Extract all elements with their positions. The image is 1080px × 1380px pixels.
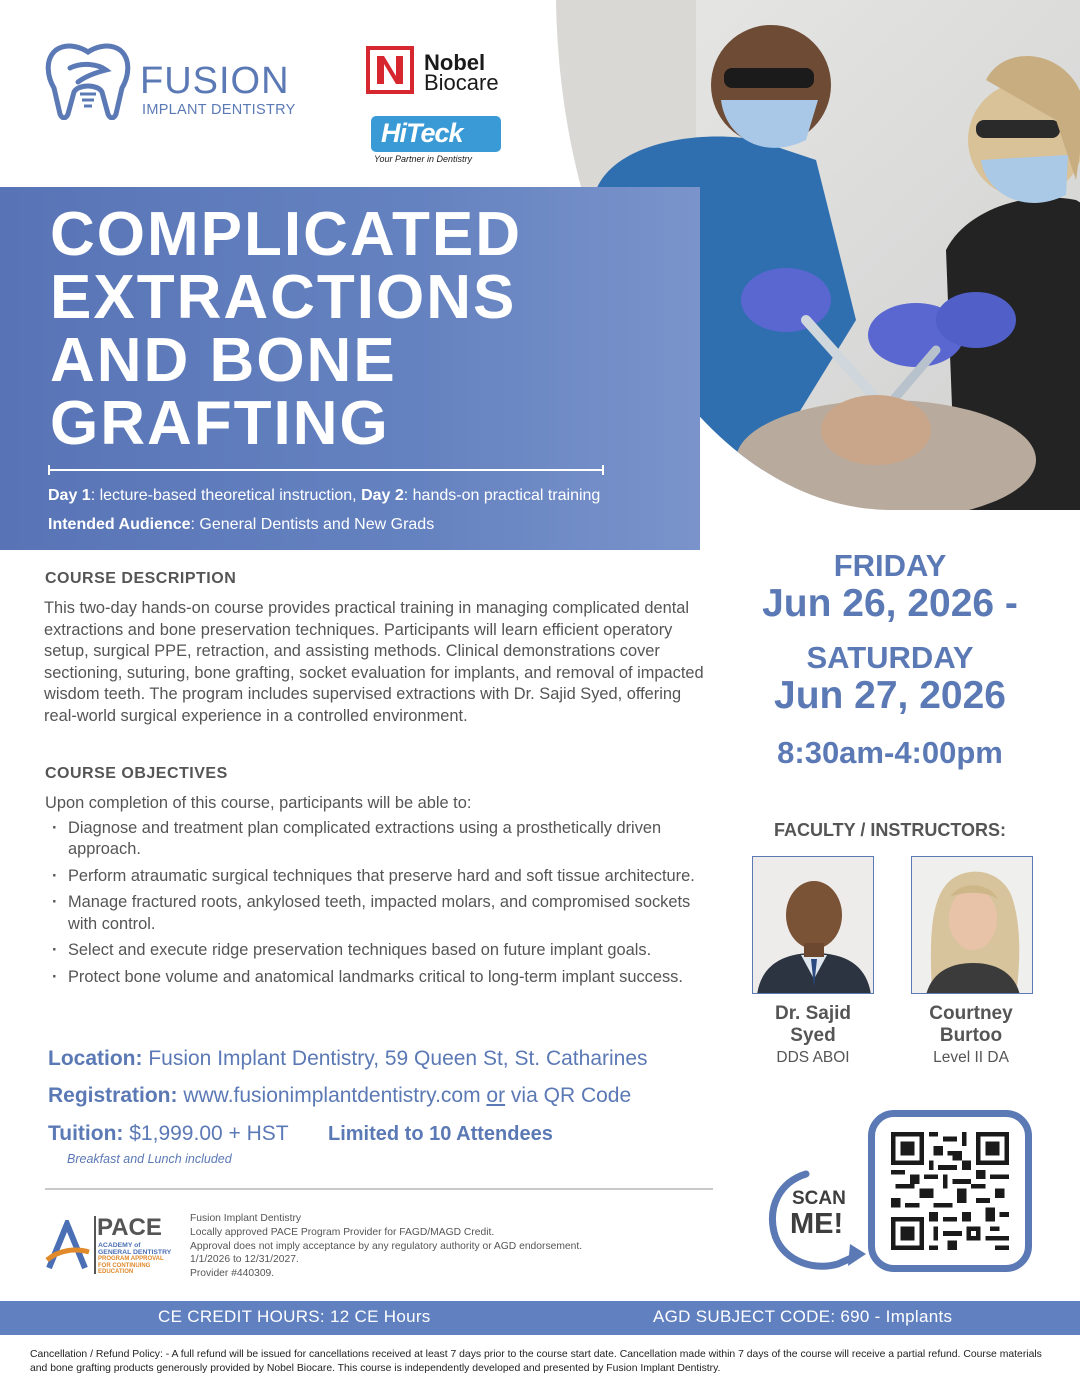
fusion-logo	[40, 40, 330, 125]
description-heading: COURSE DESCRIPTION	[45, 570, 237, 587]
course-title-line: EXTRACTIONS	[50, 263, 517, 332]
course-title-line: AND BONE	[50, 326, 397, 395]
pace-program-line: EDUCATION	[98, 1269, 134, 1275]
meals-note: Breakfast and Lunch included	[67, 1152, 232, 1166]
objective-item: · Select and execute ridge preservation techniques based on future implant goals.	[50, 940, 720, 961]
course-days	[48, 487, 600, 505]
location-line	[48, 1047, 648, 1071]
nobel-biocare-logo	[366, 46, 526, 96]
tooth-logo-icon	[42, 42, 134, 120]
end-date: Jun 27, 2026	[774, 674, 1006, 717]
hero-divider	[48, 469, 604, 471]
faculty-photo-syed	[752, 856, 874, 994]
fusion-logo-name: FUSION	[140, 60, 290, 102]
registration-qr: via QR Code	[505, 1084, 632, 1107]
course-description: This two-day hands-on course provides practical training in managing complicated dental extractions and bone preservation techniques. Participants will learn efficient operatory setup, surgical PPE, retraction, and assisting methods. Clinical demonstrations cover sectioning, suturing, bone grafting, socket evaluation for implants, and removal of impacted wisdom teeth. The program includes supervised extractions with Dr. Sajid Syed, offering real-world surgical experience in a controlled environment.	[44, 599, 704, 725]
faculty-credentials-burtoo: Level II DA	[933, 1049, 1009, 1066]
pace-academy	[98, 1242, 171, 1256]
nobel-logo-line1: Nobel	[424, 50, 486, 75]
pace-program-line: FOR CONTINUING	[98, 1262, 151, 1269]
faculty-name-line: Dr. Sajid	[774, 1003, 852, 1024]
pace-academy-line: GENERAL DENTISTRY	[98, 1249, 172, 1256]
pace-text-line: Fusion Implant Dentistry	[190, 1213, 302, 1224]
attendee-limit: Limited to 10 Attendees	[328, 1123, 553, 1145]
hiteck-tagline: Your Partner in Dentistry	[374, 154, 473, 164]
nobel-logo-line2: Biocare	[424, 70, 499, 95]
objective-item: · Perform atraumatic surgical techniques that preserve hard and soft tissue architecture.	[50, 866, 720, 887]
day1-label: Day 1	[48, 487, 91, 504]
pace-a-icon	[45, 1220, 91, 1270]
refund-policy: Cancellation / Refund Policy: - A full refund will be issued for cancellations received at least 7 days prior to the course start date. Cancellation made within 7 days of the course will receive a partial refund. Course materials and bone grafting products generously provided by Nobel Biocare. This course is independently developed and presented by Fusion Implant Dentistry.	[30, 1349, 1042, 1374]
avatar	[753, 857, 874, 994]
tuition-value: $1,999.00 + HST	[123, 1122, 289, 1145]
pace-program	[98, 1256, 164, 1276]
ce-credit-bar	[0, 1301, 1080, 1335]
pace-divider	[94, 1216, 96, 1274]
faculty-name-burtoo	[896, 1003, 1046, 1047]
audience-text: : General Dentists and New Grads	[190, 516, 435, 533]
objectives-list	[50, 818, 720, 994]
agd-subject-code: AGD SUBJECT CODE: 690 - Implants	[653, 1307, 953, 1326]
hiteck-logo	[371, 116, 501, 168]
scan-text: SCAN	[792, 1188, 846, 1209]
nobel-n-icon	[366, 46, 414, 94]
pace-logo	[45, 1214, 175, 1280]
course-title-line: COMPLICATED	[50, 200, 523, 269]
day2-label: Day 2	[361, 487, 404, 504]
hiteck-badge	[371, 116, 501, 152]
avatar	[912, 857, 1033, 994]
day2-text: : hands-on practical training	[403, 487, 601, 504]
objective-item: · Protect bone volume and anatomical landmarks critical to long-term implant success.	[50, 967, 720, 988]
tuition-line	[48, 1122, 289, 1146]
faculty-name-line: Courtney	[929, 1003, 1013, 1024]
faculty-name-line: Burtoo	[939, 1025, 1003, 1046]
objective-item: · Manage fractured roots, ankylosed teeth, impacted molars, and compromised sockets with control.	[50, 892, 720, 935]
pace-text-line: Provider #440309.	[190, 1268, 275, 1280]
fusion-logo-subtitle: IMPLANT DENTISTRY	[142, 102, 296, 118]
faculty-credentials-syed: DDS ABOI	[776, 1049, 850, 1066]
tuition-label: Tuition:	[48, 1122, 124, 1145]
faculty-name-line: Syed	[790, 1025, 836, 1046]
objective-item: · Diagnose and treatment plan complicated extractions using a prosthetically driven approach.	[50, 818, 720, 861]
faculty-title: FACULTY / INSTRUCTORS:	[773, 820, 1006, 840]
qr-code[interactable]	[868, 1110, 1032, 1272]
section-divider	[45, 1188, 713, 1190]
course-title-line: GRAFTING	[50, 389, 390, 458]
registration-url[interactable]: www.fusionimplantdentistry.com	[177, 1084, 487, 1107]
intended-audience	[48, 516, 434, 534]
registration-line	[48, 1084, 631, 1108]
ce-credit-hours: CE CREDIT HOURS: 12 CE Hours	[158, 1307, 431, 1326]
pace-word: PACE	[97, 1214, 162, 1241]
registration-label: Registration:	[48, 1084, 178, 1107]
pace-text-line: Locally approved PACE Program Provider for FAGD/MAGD Credit.	[190, 1226, 495, 1238]
start-date: Jun 26, 2026 -	[762, 582, 1018, 625]
end-day: SATURDAY	[806, 640, 974, 675]
location-label: Location:	[48, 1047, 143, 1070]
pace-text-line: Approval does not imply acceptance by any regulatory authority or AGD endorsement.	[190, 1240, 583, 1252]
course-title	[50, 200, 523, 458]
objectives-heading: COURSE OBJECTIVES	[45, 765, 228, 782]
hero-banner	[0, 187, 700, 550]
location-value: Fusion Implant Dentistry, 59 Queen St, St. Catharines	[142, 1047, 648, 1070]
scan-me-label	[766, 1166, 870, 1276]
me-text: ME!	[790, 1208, 844, 1240]
pace-text-line: 1/1/2026 to 12/31/2027.	[190, 1254, 299, 1266]
pace-program-line: PROGRAM APPROVAL	[98, 1256, 164, 1262]
hiteck-logo-name: HiTeck	[381, 118, 463, 148]
pace-approval-text	[190, 1212, 650, 1281]
pace-academy-line: ACADEMY of	[98, 1242, 141, 1249]
start-day: FRIDAY	[833, 548, 947, 583]
faculty-photo-burtoo	[911, 856, 1033, 994]
day1-text: : lecture-based theoretical instruction,	[90, 487, 362, 504]
course-time: 8:30am-4:00pm	[777, 735, 1003, 770]
faculty-name-syed	[738, 1003, 888, 1047]
qr-code-icon	[890, 1132, 1010, 1250]
registration-or: or	[486, 1084, 506, 1107]
objectives-intro: Upon completion of this course, participants will be able to:	[45, 794, 472, 812]
audience-label: Intended Audience	[48, 516, 191, 533]
